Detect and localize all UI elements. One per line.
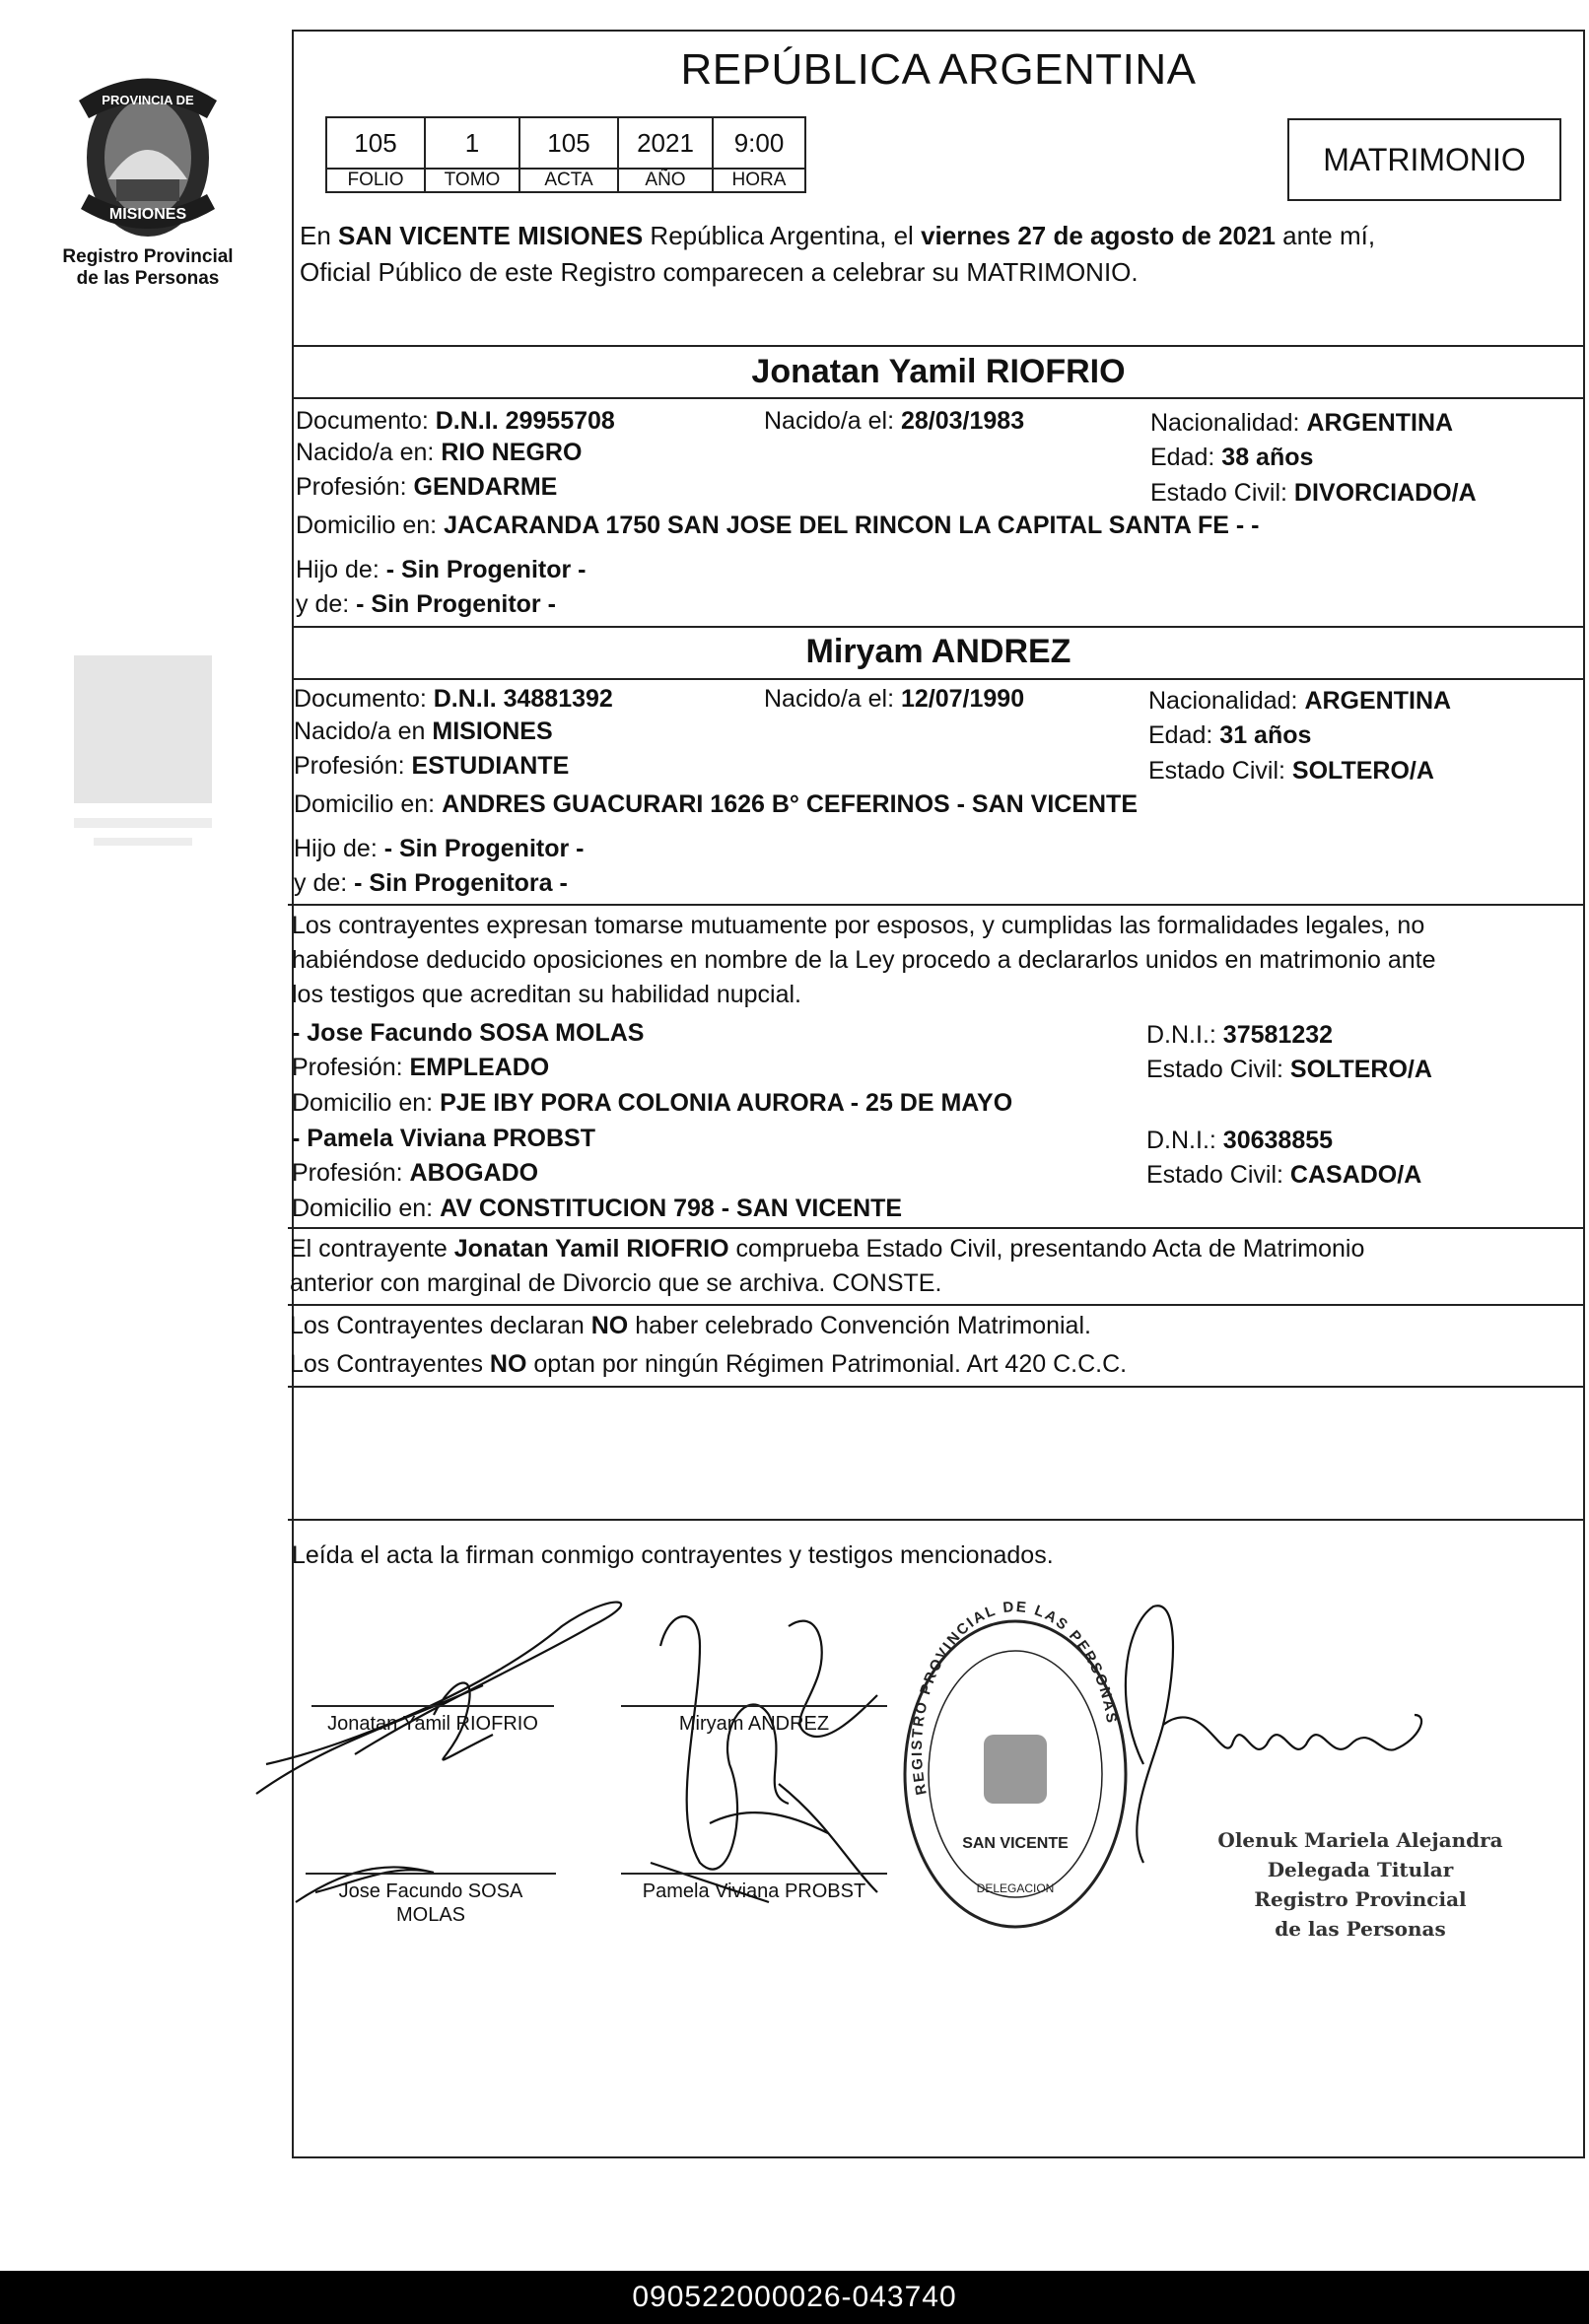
note-patrimonial-regime: Los Contrayentes NO optan por ningún Régimen Patrimonial. Art 420 C.C.C. [290, 1350, 1128, 1378]
intro-place: SAN VICENTE MISIONES [338, 221, 644, 250]
bride-signature-label: Miryam ANDREZ [678, 1713, 830, 1735]
bride-profession: Profesión: ESTUDIANTE [294, 752, 570, 780]
hora-label: HORA [713, 169, 805, 192]
faded-logo-watermark [54, 636, 232, 882]
declaration-line: Los contrayentes expresan tomarse mutuamente por esposos, y cumplidas las formalidades legales, no [292, 912, 1425, 939]
intro-en: En [300, 221, 331, 250]
declaration-line: habiéndose deducido oposiciones en nombre de la Ley procedo a declararlos unidos en matrimonio ante [292, 946, 1436, 974]
bride-age: Edad: 31 años [1148, 721, 1312, 749]
logo-caption [30, 246, 266, 290]
note-marriage-convention: Los Contrayentes declaran NO haber celebrado Convención Matrimonial. [290, 1312, 1091, 1339]
hora-value: 9:00 [713, 117, 805, 169]
witness2-civil-status: Estado Civil: CASADO/A [1146, 1161, 1422, 1189]
registrar-office2: de las Personas [1275, 1917, 1446, 1941]
bride-address: Domicilio en: ANDRES GUACURARI 1626 B° CEFERINOS - SAN VICENTE [294, 790, 1138, 818]
logo-text-top: PROVINCIA DE [102, 93, 194, 107]
bride-name-heading: Miryam ANDREZ [805, 633, 1071, 670]
stamp-outer-text: REGISTRO PROVINCIAL DE LAS PERSONAS [908, 1598, 1121, 1797]
bride-parent1: Hijo de: - Sin Progenitor - [294, 835, 585, 862]
tomo-value: 1 [425, 117, 519, 169]
logo-caption-line2: de las Personas [76, 268, 220, 289]
bride-nationality: Nacionalidad: ARGENTINA [1148, 687, 1452, 715]
acta-label: ACTA [519, 169, 618, 192]
divider [292, 626, 1585, 628]
stamp-side-text: DELEGACION [976, 1881, 1055, 1895]
official-stamp [887, 1597, 1143, 1932]
intro-mid: República Argentina, el [643, 221, 914, 250]
bride-signature-line [621, 1705, 887, 1707]
document-code-footer: 090522000026-043740 [0, 2271, 1589, 2324]
groom-birthplace: Nacido/a en: RIO NEGRO [296, 439, 583, 466]
page-title: REPÚBLICA ARGENTINA [680, 45, 1197, 94]
folio-label: FOLIO [326, 169, 425, 192]
tomo-label: TOMO [425, 169, 519, 192]
witness1-dni: D.N.I.: 37581232 [1146, 1021, 1334, 1049]
witness1-profession: Profesión: EMPLEADO [292, 1054, 550, 1081]
divider [288, 1227, 1585, 1229]
divider [292, 397, 1585, 399]
registrar-office1: Registro Provincial [1254, 1887, 1467, 1911]
groom-address: Domicilio en: JACARANDA 1750 SAN JOSE DEL RINCON LA CAPITAL SANTA FE - - [296, 512, 1260, 539]
misiones-coat-of-arms [59, 61, 237, 248]
registrar-name: Olenuk Mariela Alejandra [1217, 1828, 1503, 1852]
registry-table [325, 116, 806, 193]
divider [288, 1304, 1585, 1306]
groom-profession: Profesión: GENDARME [296, 473, 558, 501]
groom-parent1: Hijo de: - Sin Progenitor - [296, 556, 587, 583]
bride-born-date: Nacido/a el: 12/07/1990 [764, 685, 1025, 713]
divider [292, 678, 1585, 680]
intro-line2: Oficial Público de este Registro comparecen a celebrar su MATRIMONIO. [300, 257, 1139, 287]
groom-signature-line [311, 1705, 554, 1707]
stamp-inner-text: SAN VICENTE [962, 1835, 1069, 1852]
bride-document: Documento: D.N.I. 34881392 [294, 685, 613, 713]
witness2-profession: Profesión: ABOGADO [292, 1159, 539, 1187]
groom-name-heading: Jonatan Yamil RIOFRIO [751, 353, 1126, 390]
witness1-name: - Jose Facundo SOSA MOLAS [292, 1019, 645, 1047]
bride-parent2: y de: - Sin Progenitora - [294, 869, 568, 897]
closing-statement: Leída el acta la firman conmigo contrayentes y testigos mencionados. [292, 1541, 1054, 1569]
groom-born-date: Nacido/a el: 28/03/1983 [764, 407, 1025, 435]
groom-age: Edad: 38 años [1150, 444, 1314, 471]
groom-parent2: y de: - Sin Progenitor - [296, 590, 556, 618]
registrar-block [1183, 1825, 1538, 1944]
intro-date: viernes 27 de agosto de 2021 [921, 221, 1276, 250]
intro-line1 [300, 219, 1581, 252]
anio-label: AÑO [618, 169, 713, 192]
anio-value: 2021 [618, 117, 713, 169]
witness1-signature-label: Jose Facundo SOSA MOLAS [338, 1880, 523, 1926]
groom-document: Documento: D.N.I. 29955708 [296, 407, 615, 435]
witness2-address: Domicilio en: AV CONSTITUCION 798 - SAN VICENTE [292, 1195, 903, 1222]
note-civil-status-proof-line2: anterior con marginal de Divorcio que se archiva. CONSTE. [290, 1269, 942, 1297]
document-type-box: MATRIMONIO [1287, 118, 1561, 201]
groom-nationality: Nacionalidad: ARGENTINA [1150, 409, 1454, 437]
declaration [292, 909, 1583, 1012]
declaration-line: los testigos que acreditan su habilidad nupcial. [292, 981, 802, 1008]
logo-text-bottom: MISIONES [108, 206, 187, 223]
bride-civil-status: Estado Civil: SOLTERO/A [1148, 757, 1434, 785]
witness2-signature-label: Pamela Viviana PROBST [642, 1880, 866, 1902]
groom-civil-status: Estado Civil: DIVORCIADO/A [1150, 479, 1477, 507]
registrar-role: Delegada Titular [1267, 1858, 1454, 1881]
witness2-dni: D.N.I.: 30638855 [1146, 1127, 1334, 1154]
witness1-civil-status: Estado Civil: SOLTERO/A [1146, 1056, 1432, 1083]
divider [288, 1386, 1585, 1388]
divider [288, 904, 1585, 906]
logo-caption-line1: Registro Provincial [62, 246, 234, 267]
note-civil-status-proof: El contrayente Jonatan Yamil RIOFRIO comprueba Estado Civil, presentando Acta de Matrimonio [290, 1235, 1365, 1263]
witness1-address: Domicilio en: PJE IBY PORA COLONIA AURORA - 25 DE MAYO [292, 1089, 1013, 1117]
bride-birthplace: Nacido/a en MISIONES [294, 718, 553, 745]
witness2-name: - Pamela Viviana PROBST [292, 1125, 595, 1152]
witness2-signature-line [621, 1873, 887, 1875]
groom-signature-label: Jonatan Yamil RIOFRIO [327, 1713, 538, 1735]
folio-value: 105 [326, 117, 425, 169]
acta-value: 105 [519, 117, 618, 169]
witness1-signature-line [306, 1873, 556, 1875]
intro-end: ante mí, [1282, 221, 1376, 250]
divider [288, 1519, 1585, 1521]
divider [292, 345, 1585, 347]
